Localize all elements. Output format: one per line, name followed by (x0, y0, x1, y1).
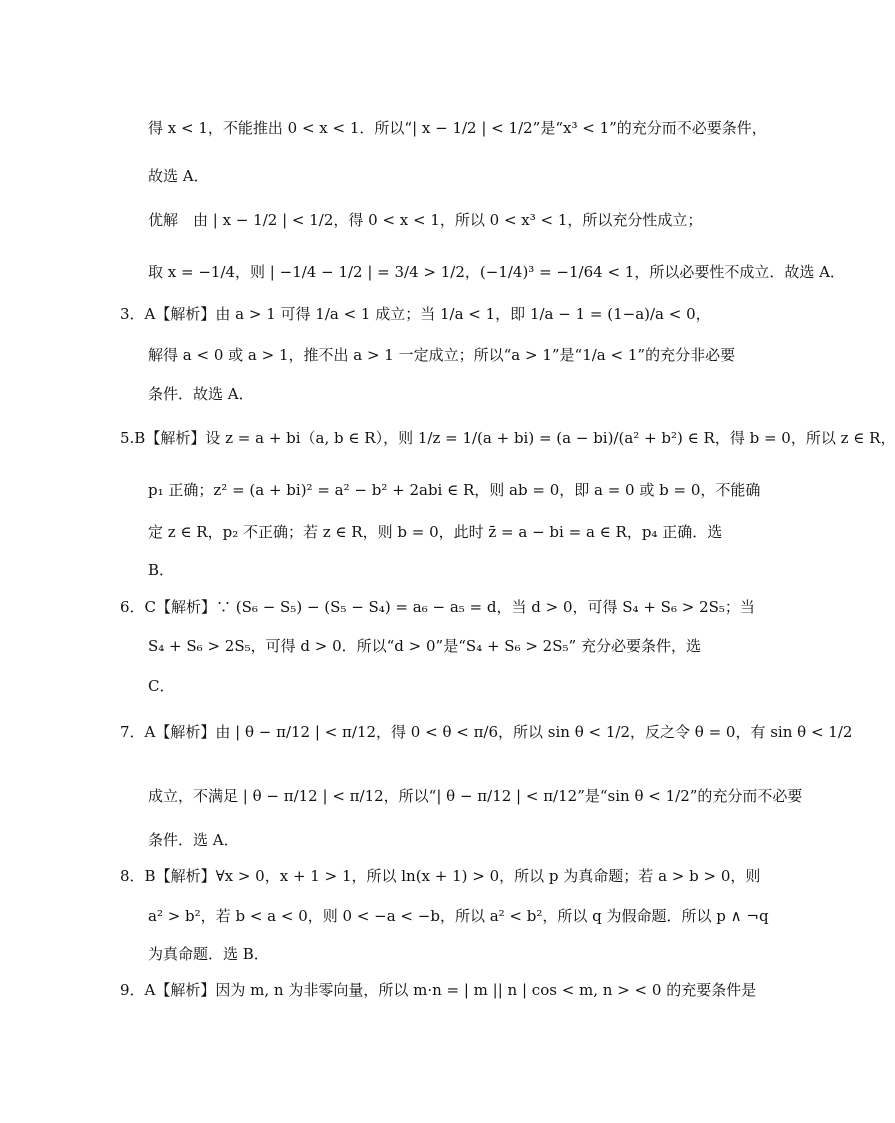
solution-line: 3．A【解析】由 a > 1 可得 1/a < 1 成立；当 1/a < 1，即 1/a − 1 = (1−a)/a < 0， (120, 305, 711, 323)
solution-line: 条件．选 A． (148, 831, 239, 849)
solution-line: 7．A【解析】由 | θ − π/12 | < π/12，得 0 < θ < π/6，所以 sin θ < 1/2，反之令 θ = 0，有 sin θ < 1/2 (120, 723, 853, 741)
solution-line: 9．A【解析】因为 m, n 为非零向量，所以 m·n = | m || n | cos < m, n > < 0 的充要条件是 (120, 981, 757, 999)
solution-line: 6．C【解析】∵ (S₆ − S₅) − (S₅ − S₄) = a₆ − a₅ = d，当 d > 0，可得 S₄ + S₆ > 2S₅；当 (120, 598, 755, 616)
solution-line: C． (148, 677, 175, 695)
solution-line: B． (148, 561, 175, 579)
solution-line: 定 z ∈ R，p₂ 不正确；若 z ∈ R，则 b = 0，此时 z̄ = a − bi = a ∈ R，p₄ 正确．选 (148, 523, 723, 541)
solution-line: 为真命题．选 B． (148, 945, 269, 963)
solution-line: 得 x < 1，不能推出 0 < x < 1．所以“| x − 1/2 | < 1/2”是“x³ < 1”的充分而不必要条件， (148, 119, 767, 137)
solution-line: a² > b²，若 b < a < 0，则 0 < −a < −b，所以 a² < b²，所以 q 为假命题．所以 p ∧ ¬q (148, 907, 769, 925)
solution-line: 优解 由 | x − 1/2 | < 1/2，得 0 < x < 1，所以 0 < x³ < 1，所以充分性成立； (148, 211, 703, 229)
solution-line: 解得 a < 0 或 a > 1，推不出 a > 1 一定成立；所以“a > 1”是“1/a < 1”的充分非必要 (148, 346, 736, 364)
solution-line: 条件．故选 A． (148, 385, 254, 403)
solution-line: 5.B【解析】设 z = a + bi（a, b ∈ R），则 1/z = 1/(a + bi) = (a − bi)/(a² + b²) ∈ R，得 b = 0，所以 z ∈ R， (120, 429, 895, 447)
solution-line: 故选 A． (148, 167, 209, 185)
solution-line: S₄ + S₆ > 2S₅，可得 d > 0．所以“d > 0”是“S₄ + S₆ > 2S₅” 充分必要条件，选 (148, 637, 701, 655)
solution-line: 成立，不满足 | θ − π/12 | < π/12，所以“| θ − π/12 | < π/12”是“sin θ < 1/2”的充分而不必要 (148, 787, 803, 805)
solution-line: p₁ 正确；z² = (a + bi)² = a² − b² + 2abi ∈ R，则 ab = 0，即 a = 0 或 b = 0，不能确 (148, 481, 761, 499)
solution-line: 取 x = −1/4，则 | −1/4 − 1/2 | = 3/4 > 1/2，(−1/4)³ = −1/64 < 1，所以必要性不成立．故选 A． (148, 263, 845, 281)
solution-line: 8．B【解析】∀x > 0，x + 1 > 1，所以 ln(x + 1) > 0，所以 p 为真命题；若 a > b > 0，则 (120, 867, 761, 885)
